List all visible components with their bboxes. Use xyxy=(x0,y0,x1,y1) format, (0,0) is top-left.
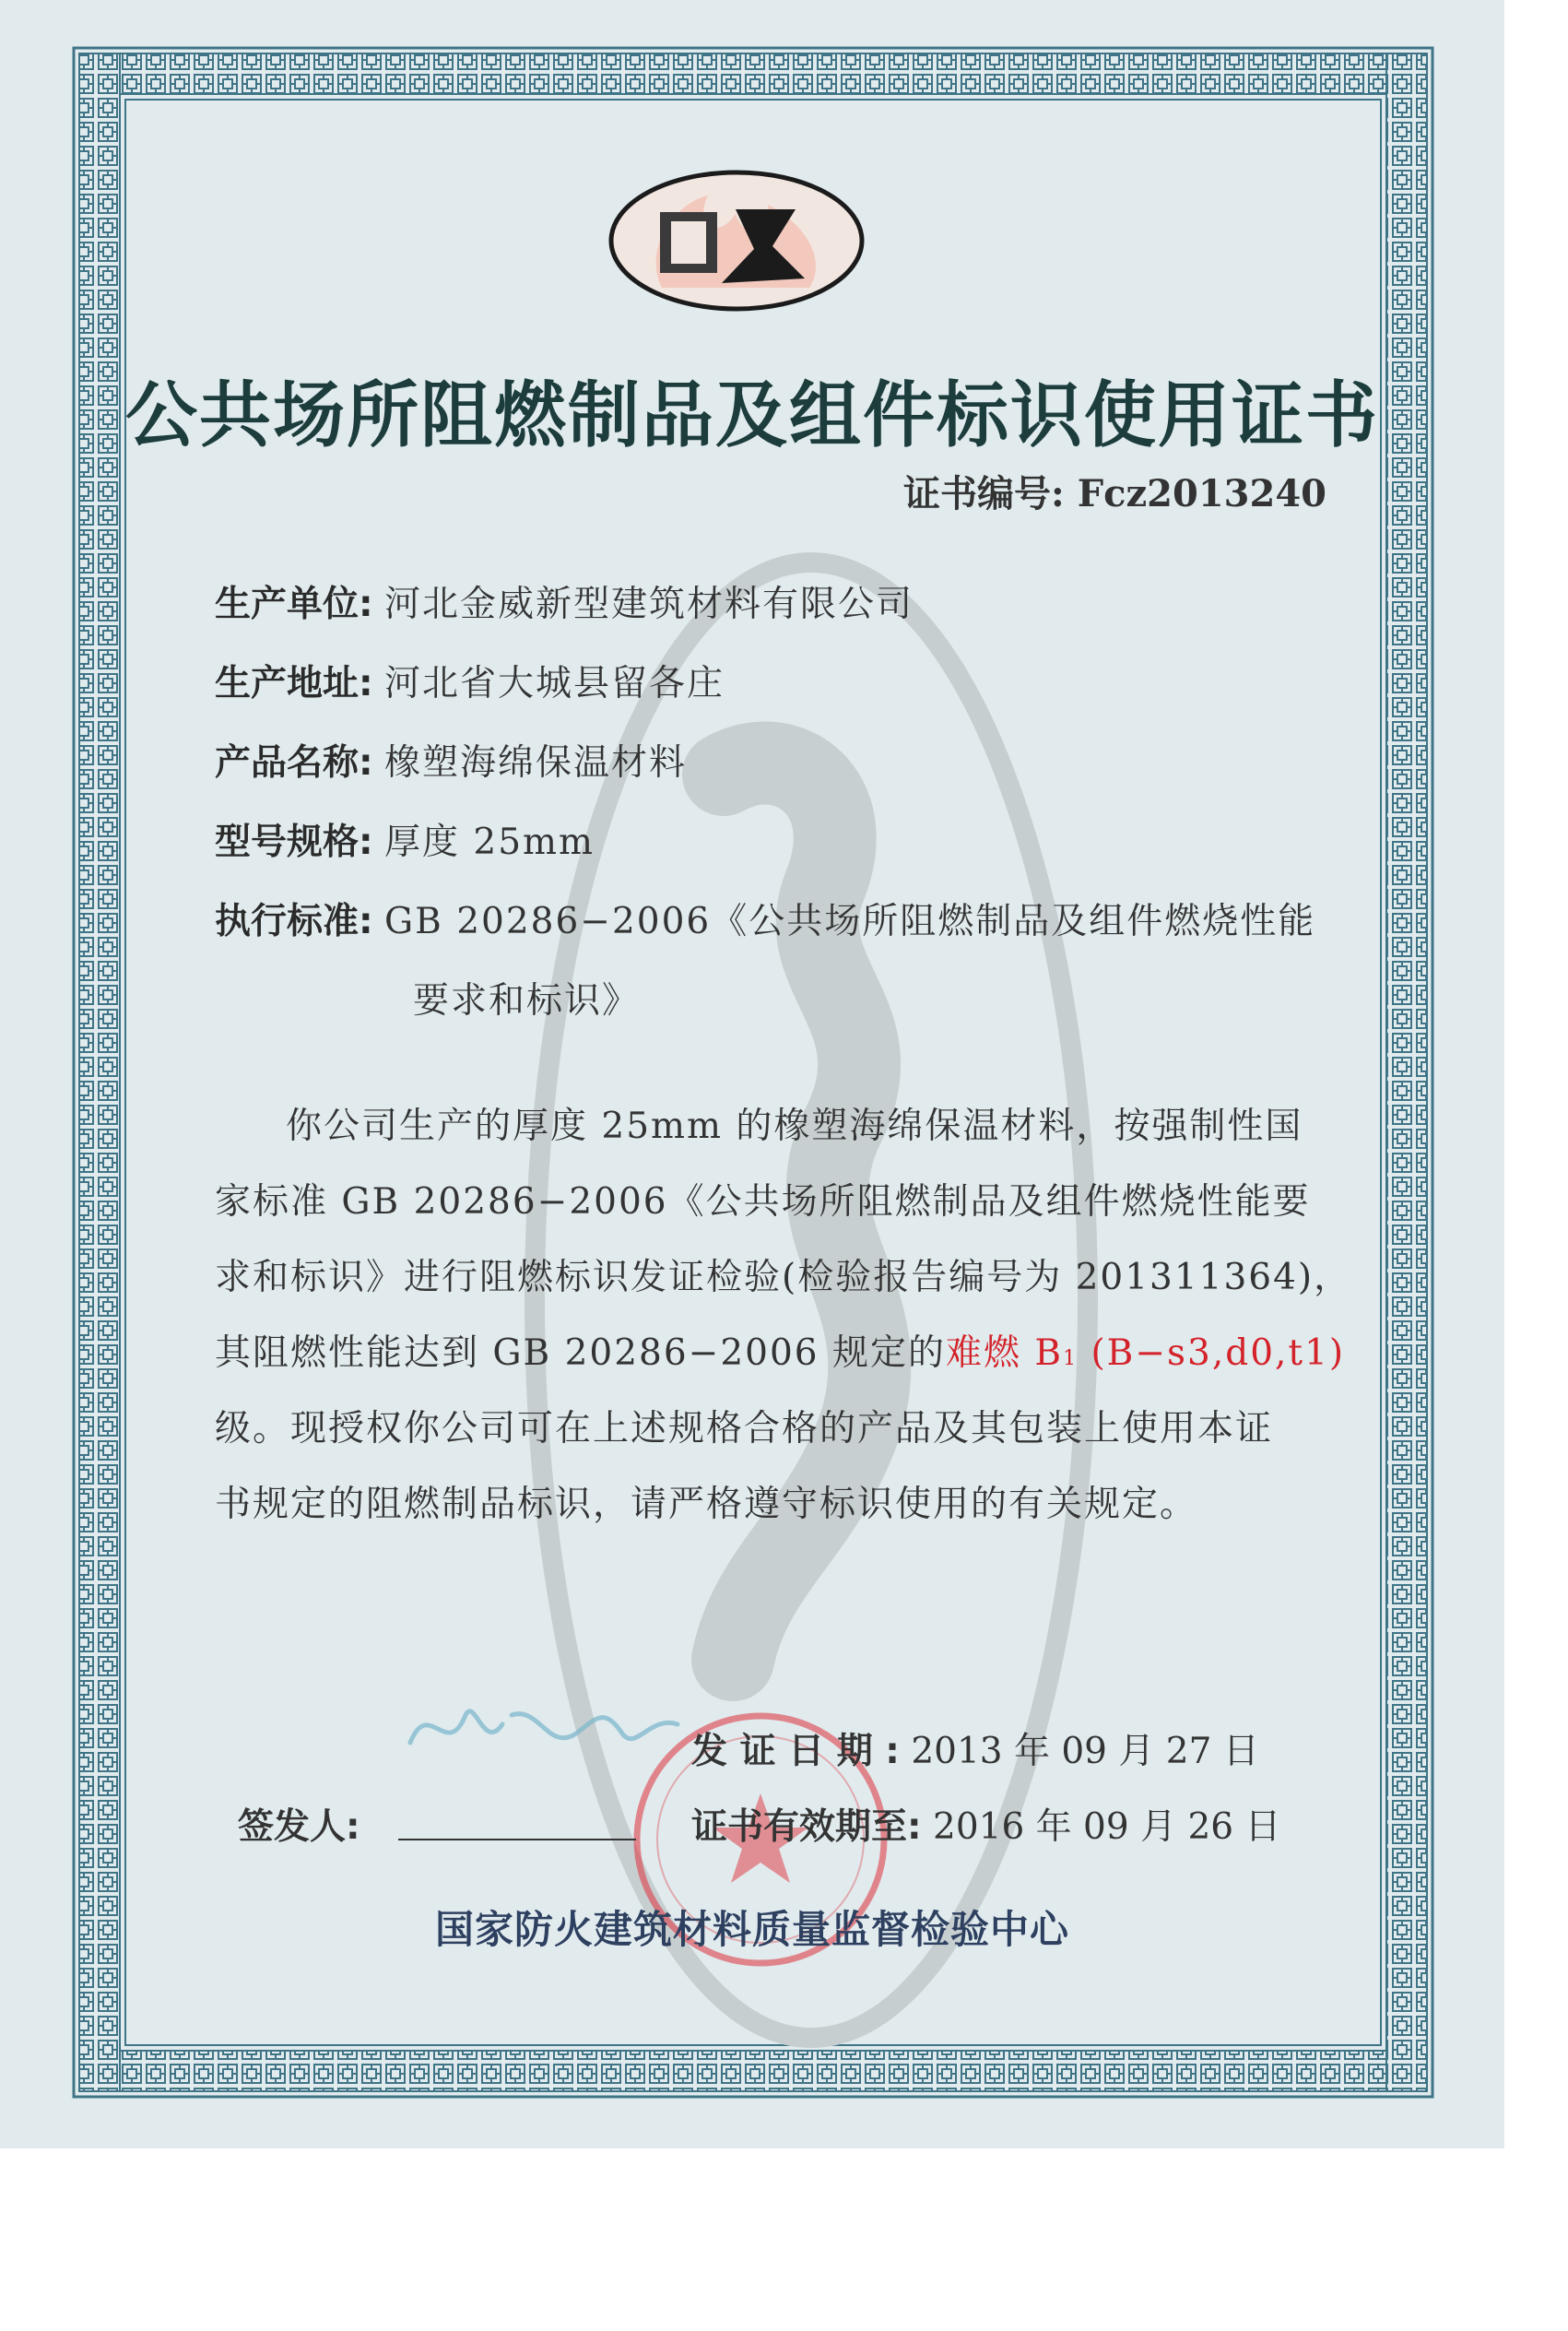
fire-rating-grade: 难燃 B xyxy=(946,1332,1064,1374)
field-label: 生产单位: xyxy=(215,584,373,625)
certificate-number-label: 证书编号: xyxy=(903,472,1065,515)
handwritten-signature xyxy=(401,1678,705,1780)
body-line: 书规定的阻燃制品标识，请严格遵守标识使用的有关规定。 xyxy=(215,1484,1198,1525)
certificate-title: 公共场所阻燃制品及组件标识使用证书 xyxy=(124,374,1379,457)
flame-retardant-emblem-icon xyxy=(607,168,867,314)
field-label: 执行标准: xyxy=(215,901,373,942)
fire-rating-detail: (B−s3,d0,t1) xyxy=(1078,1332,1346,1374)
issue-date xyxy=(691,1722,1259,1774)
valid-until-value: 2016 年 09 月 26 日 xyxy=(933,1806,1281,1848)
fire-rating-subscript: 1 xyxy=(1063,1347,1079,1370)
field-standard xyxy=(215,893,1315,944)
body-text: 其阻燃性能达到 GB 20286−2006 规定的 xyxy=(215,1332,946,1374)
body-line: 级。现授权你公司可在上述规格合格的产品及其包装上使用本证 xyxy=(215,1408,1274,1449)
issue-date-value: 2013 年 09 月 27 日 xyxy=(911,1731,1259,1772)
signer-label: 签发人: xyxy=(238,1806,360,1848)
field-manufacturer xyxy=(215,575,914,627)
issue-date-label: 发 证 日 期 : xyxy=(691,1731,900,1772)
valid-until-label: 证书有效期至: xyxy=(691,1806,922,1848)
field-label: 产品名称: xyxy=(215,742,373,784)
field-value: 厚度 25mm xyxy=(384,822,595,863)
field-value: 要求和标识》 xyxy=(413,980,641,1022)
valid-until xyxy=(691,1798,1281,1850)
body-line: 你公司生产的厚度 25mm 的橡塑海绵保温材料，按强制性国 xyxy=(286,1106,1303,1147)
body-line: 家标准 GB 20286−2006《公共场所阻燃制品及组件燃烧性能要 xyxy=(215,1181,1311,1223)
body-line-grade xyxy=(215,1324,1345,1376)
signer xyxy=(238,1798,360,1850)
field-standard-continued xyxy=(413,972,640,1024)
field-label: 生产地址: xyxy=(215,663,373,704)
field-model-spec xyxy=(215,813,595,865)
field-address xyxy=(215,655,725,706)
issuing-organization: 国家防火建筑材料质量监督检验中心 xyxy=(434,1907,1069,1952)
field-value: 橡塑海绵保温材料 xyxy=(384,742,688,784)
body-line: 求和标识》进行阻燃标识发证检验(检验报告编号为 201311364)， xyxy=(215,1257,1352,1298)
certificate-number xyxy=(903,465,1326,517)
signature-line xyxy=(398,1839,636,1840)
field-label: 型号规格: xyxy=(215,822,373,863)
certificate-number-value: Fcz2013240 xyxy=(1077,472,1326,515)
field-value: 河北金威新型建筑材料有限公司 xyxy=(384,584,914,625)
field-value: 河北省大城县留各庄 xyxy=(384,663,725,704)
field-value: GB 20286−2006《公共场所阻燃制品及组件燃烧性能 xyxy=(384,901,1316,942)
field-product-name xyxy=(215,734,687,786)
